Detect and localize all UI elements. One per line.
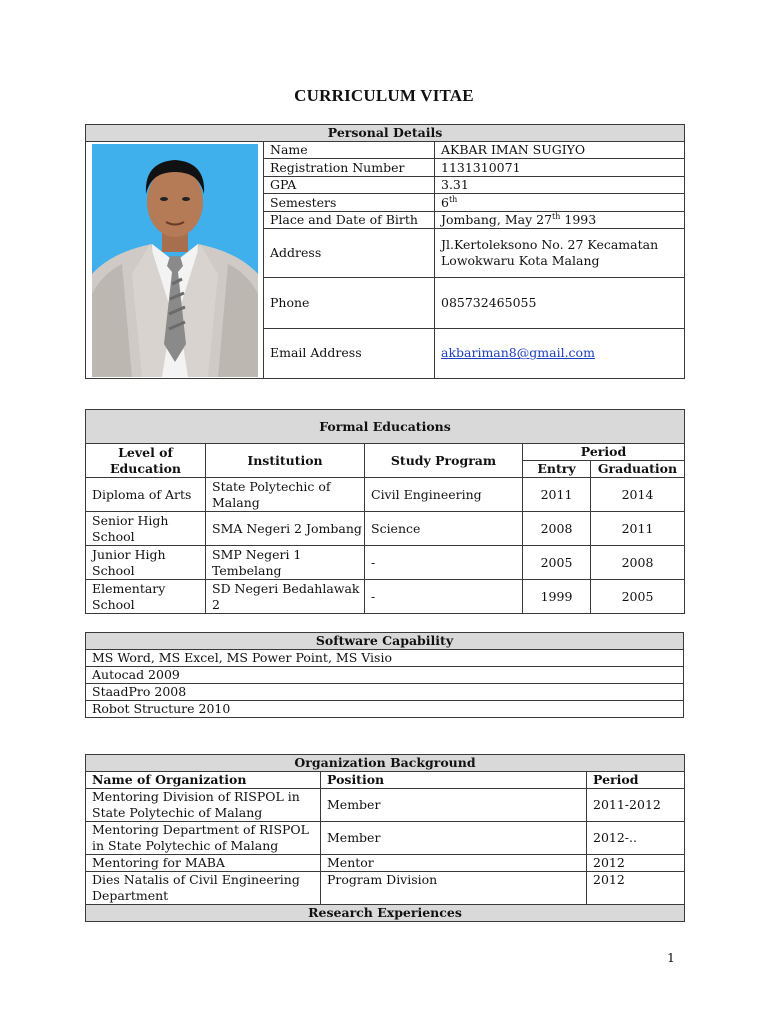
edu-entry: 2008: [523, 512, 591, 546]
edu-entry: 1999: [523, 580, 591, 614]
label-semesters: Semesters: [264, 194, 435, 211]
software-header: Software Capability: [86, 633, 684, 650]
org-period: 2011-2012: [587, 789, 685, 822]
org-period: 2012: [587, 855, 685, 872]
value-email: [435, 328, 685, 378]
organization-row: [86, 789, 685, 822]
email-link[interactable]: akbariman8@gmail.com: [441, 345, 595, 361]
col-org-period: Period: [587, 772, 685, 789]
org-name: Mentoring for MABA: [86, 855, 321, 872]
org-period: 2012-..: [587, 822, 685, 855]
col-organization-name: Name of Organization: [86, 772, 321, 789]
organization-row: [86, 822, 685, 855]
label-phone: Phone: [264, 278, 435, 328]
personal-details-header: Personal Details: [86, 125, 685, 142]
software-item: StaadPro 2008: [86, 684, 684, 701]
education-table: [85, 409, 685, 614]
software-item: MS Word, MS Excel, MS Power Point, MS Visio: [86, 650, 684, 667]
org-period: 2012: [587, 872, 685, 905]
col-entry: Entry: [523, 461, 591, 478]
value-semesters: [435, 194, 685, 211]
edu-graduation: 2005: [591, 580, 685, 614]
research-experiences-header: Research Experiences: [86, 905, 685, 922]
col-institution: Institution: [206, 444, 365, 478]
edu-entry: 2011: [523, 478, 591, 512]
edu-graduation: 2014: [591, 478, 685, 512]
org-position: Mentor: [321, 855, 587, 872]
edu-institution: SMP Negeri 1 Tembelang: [206, 546, 365, 580]
education-header: Formal Educations: [86, 410, 685, 444]
value-address: Jl.Kertoleksono No. 27 Kecamatan Lowokwaru Kota Malang: [435, 229, 685, 278]
organization-row: [86, 872, 685, 905]
organization-header: Organization Background: [86, 755, 685, 772]
edu-program: -: [365, 546, 523, 580]
education-row: [86, 478, 685, 512]
value-phone: 085732465055: [435, 278, 685, 328]
org-name: Mentoring Division of RISPOL in State Polytechic of Malang: [86, 789, 321, 822]
col-level: Level of Education: [86, 444, 206, 478]
edu-program: -: [365, 580, 523, 614]
edu-institution: SMA Negeri 2 Jombang: [206, 512, 365, 546]
organization-table: [85, 754, 685, 922]
col-graduation: Graduation: [591, 461, 685, 478]
education-row: [86, 546, 685, 580]
page-number: 1: [667, 950, 675, 965]
col-study-program: Study Program: [365, 444, 523, 478]
col-period: Period: [523, 444, 685, 461]
edu-graduation: 2011: [591, 512, 685, 546]
software-item: Robot Structure 2010: [86, 701, 684, 718]
organization-row: [86, 855, 685, 872]
value-registration-number: 1131310071: [435, 159, 685, 176]
edu-graduation: 2008: [591, 546, 685, 580]
label-gpa: GPA: [264, 176, 435, 193]
education-row: [86, 580, 685, 614]
edu-program: Civil Engineering: [365, 478, 523, 512]
document-title: CURRICULUM VITAE: [294, 86, 474, 105]
value-birth: [435, 211, 685, 228]
edu-level: Elementary School: [86, 580, 206, 614]
org-position: Member: [321, 789, 587, 822]
org-name: Mentoring Department of RISPOL in State Polytechic of Malang: [86, 822, 321, 855]
semesters-suffix: th: [448, 194, 458, 204]
edu-institution: State Polytechic of Malang: [206, 478, 365, 512]
edu-level: Senior High School: [86, 512, 206, 546]
software-item: Autocad 2009: [86, 667, 684, 684]
edu-program: Science: [365, 512, 523, 546]
col-position: Position: [321, 772, 587, 789]
value-gpa: 3.31: [435, 176, 685, 193]
org-position: Program Division: [321, 872, 587, 905]
label-name: Name: [264, 142, 435, 159]
birth-place-date: Jombang, May 27: [441, 211, 553, 227]
semesters-number: 6: [441, 194, 449, 210]
edu-institution: SD Negeri Bedahlawak 2: [206, 580, 365, 614]
education-row: [86, 512, 685, 546]
label-email: Email Address: [264, 328, 435, 378]
personal-details-table: [85, 124, 685, 379]
edu-level: Junior High School: [86, 546, 206, 580]
birth-day-suffix: th: [552, 211, 561, 221]
label-registration-number: Registration Number: [264, 159, 435, 176]
edu-level: Diploma of Arts: [86, 478, 206, 512]
edu-entry: 2005: [523, 546, 591, 580]
software-table: [85, 632, 684, 718]
photo-cell: [86, 142, 264, 379]
org-position: Member: [321, 822, 587, 855]
profile-photo: [92, 144, 258, 377]
label-address: Address: [264, 229, 435, 278]
org-name: Dies Natalis of Civil Engineering Department: [86, 872, 321, 905]
birth-year: 1993: [560, 211, 597, 227]
label-birth: Place and Date of Birth: [264, 211, 435, 228]
value-name: AKBAR IMAN SUGIYO: [435, 142, 685, 159]
